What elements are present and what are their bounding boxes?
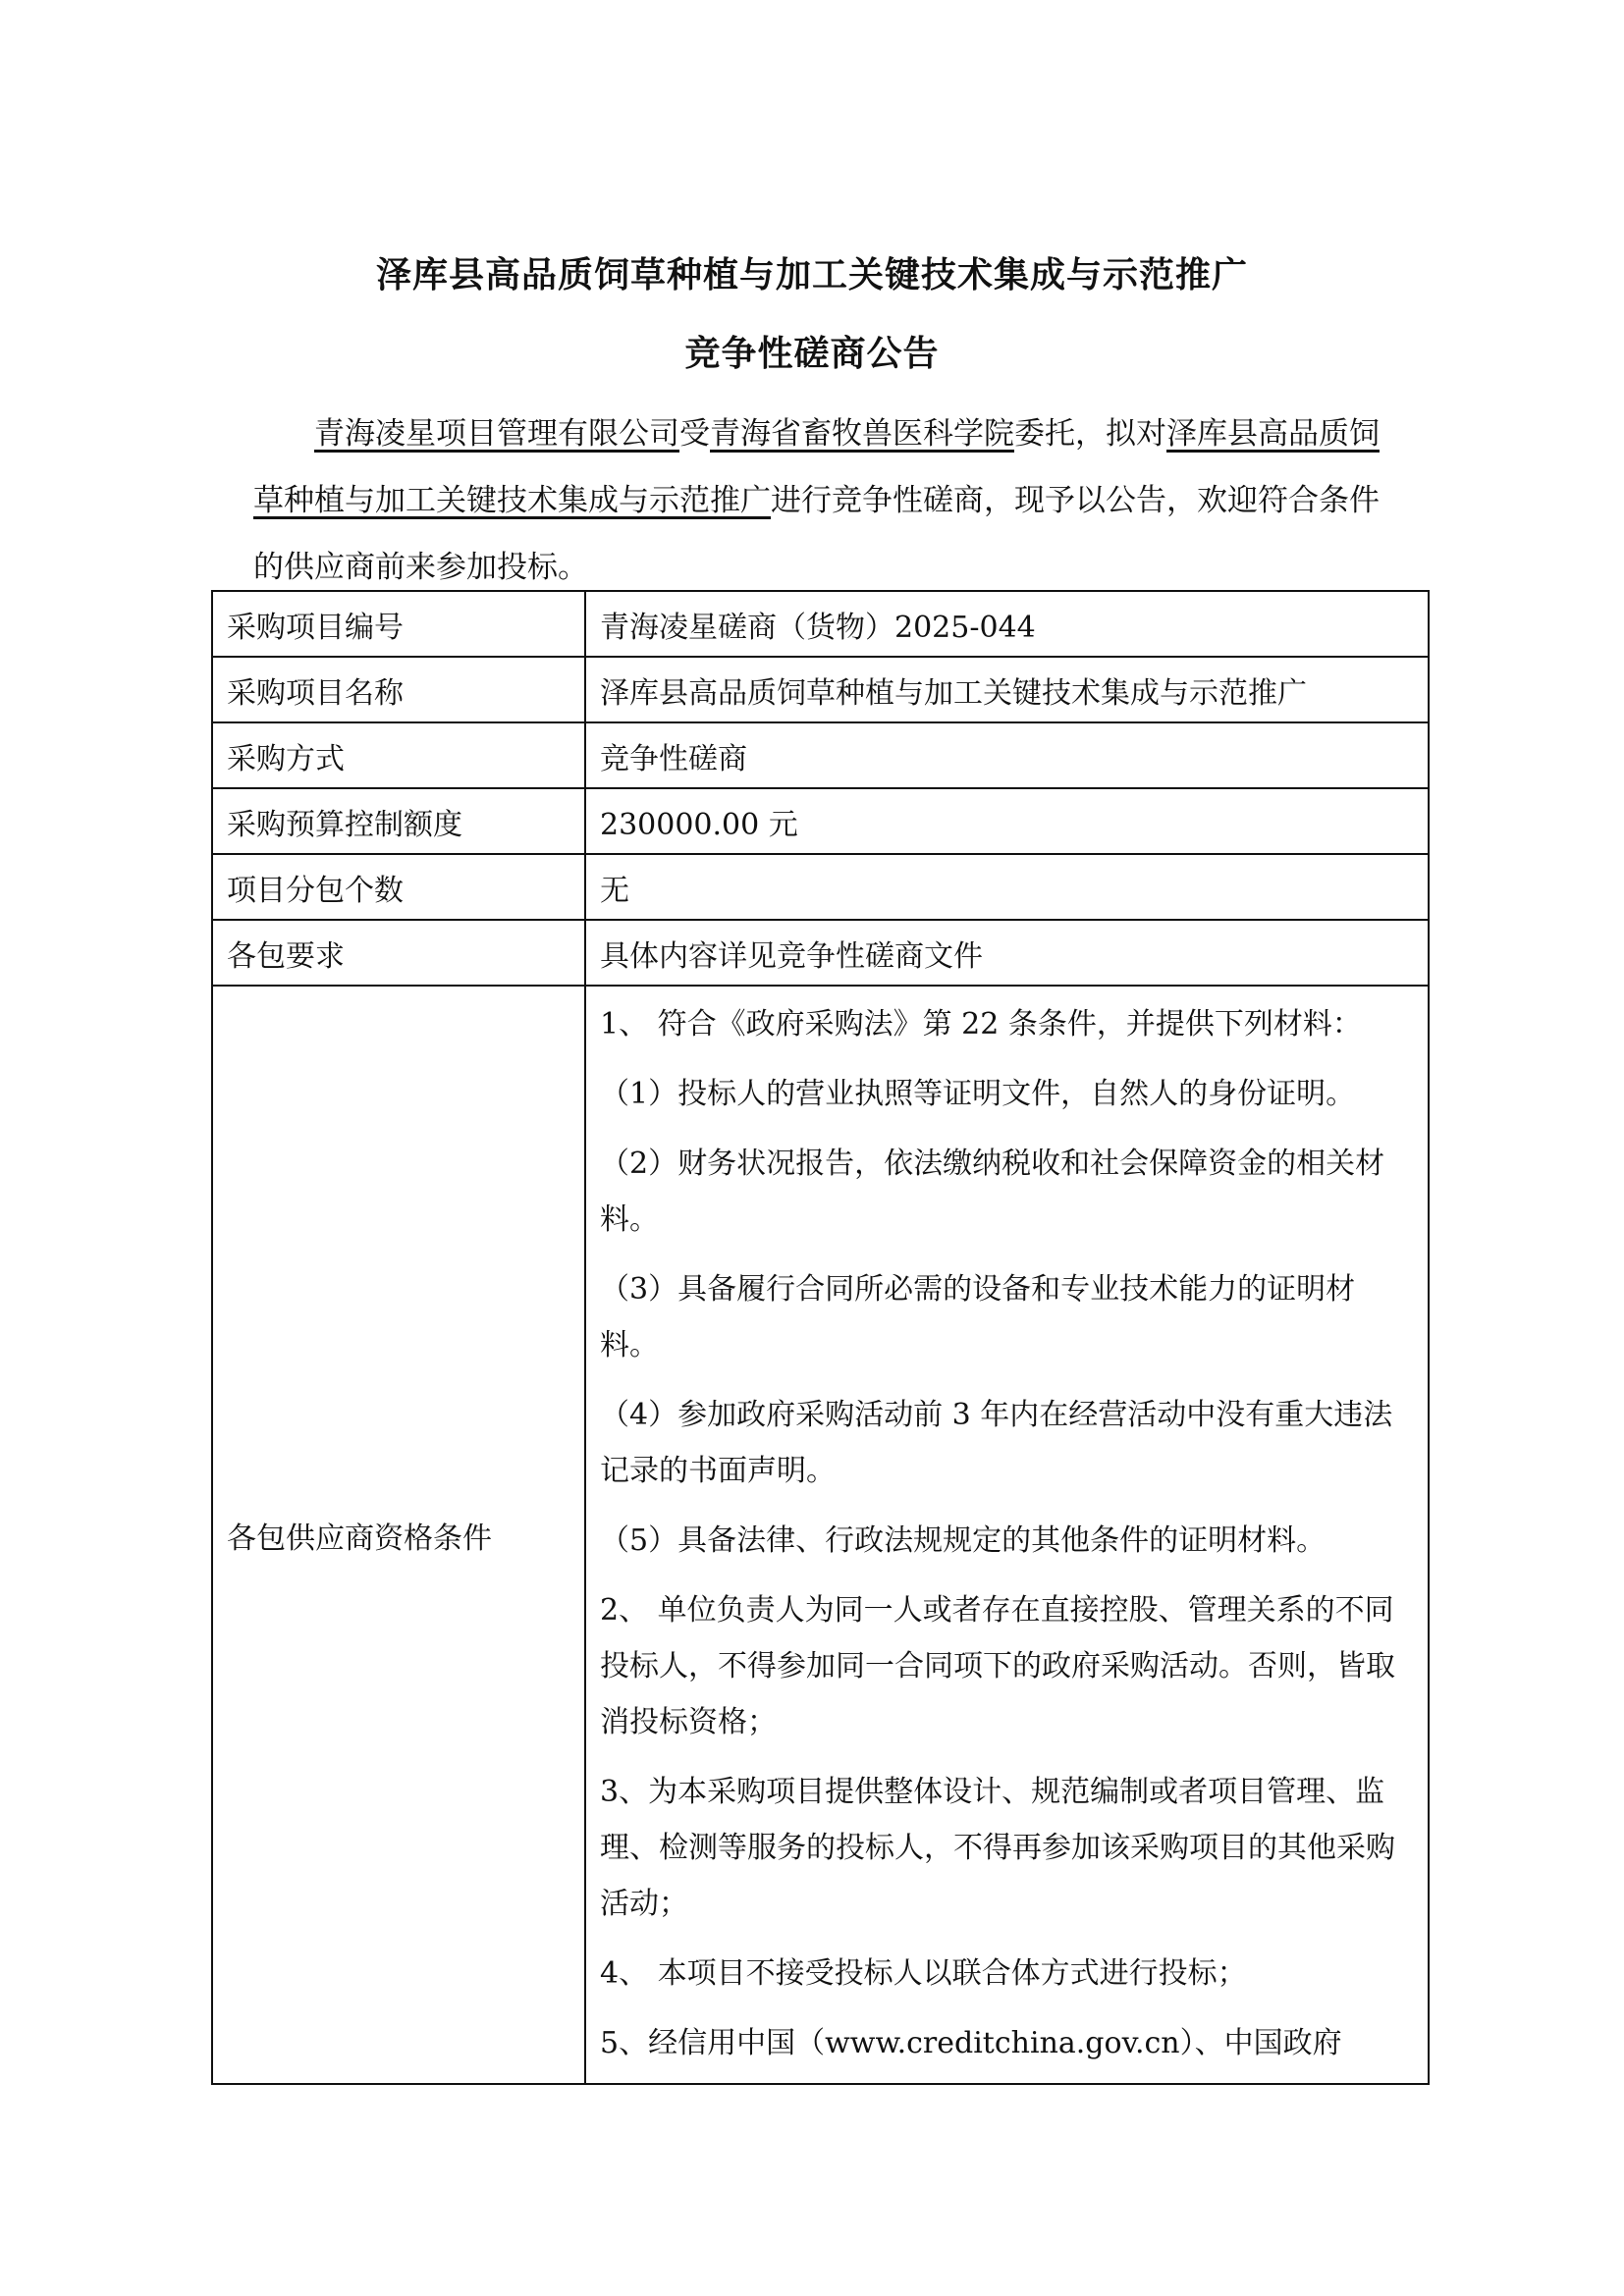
row-label: 采购项目名称 bbox=[212, 657, 585, 722]
row-value: 无 bbox=[585, 854, 1429, 920]
qualification-item: 3、为本采购项目提供整体设计、规范编制或者项目管理、监理、检测等服务的投标人，不得再参加该采购项目的其他采购活动； bbox=[600, 1775, 1395, 1921]
table-row bbox=[212, 920, 1429, 986]
row-label: 采购方式 bbox=[212, 722, 585, 788]
qualification-item: （1）投标人的营业执照等证明文件，自然人的身份证明。 bbox=[600, 1077, 1356, 1111]
table-row bbox=[212, 722, 1429, 788]
qualification-item: （5）具备法律、行政法规规定的其他条件的证明材料。 bbox=[600, 1523, 1326, 1558]
intro-text-1: 受 bbox=[679, 416, 710, 452]
client-name: 青海省畜牧兽医科学院 bbox=[710, 416, 1014, 452]
document-subtitle: 竞争性磋商公告 bbox=[684, 334, 940, 374]
row-value: 具体内容详见竞争性磋商文件 bbox=[585, 920, 1429, 986]
qualification-item: 5、经信用中国（www.creditchina.gov.cn）、中国政府 bbox=[600, 2026, 1342, 2060]
qualification-row bbox=[212, 986, 1429, 2084]
project-name: 泽库县高品质饲草种植与加工关键技术集成与示范推广 bbox=[253, 416, 1380, 518]
row-label: 采购预算控制额度 bbox=[212, 788, 585, 854]
qualification-item: （2）财务状况报告，依法缴纳税收和社会保障资金的相关材料。 bbox=[600, 1147, 1385, 1237]
row-label: 采购项目编号 bbox=[212, 591, 585, 657]
row-value: 泽库县高品质饲草种植与加工关键技术集成与示范推广 bbox=[585, 657, 1429, 722]
agent-name: 青海凌星项目管理有限公司 bbox=[314, 416, 679, 452]
qualification-item: （4）参加政府采购活动前 3 年内在经营活动中没有重大违法记录的书面声明。 bbox=[600, 1398, 1393, 1488]
qualification-item: 4、 本项目不接受投标人以联合体方式进行投标； bbox=[600, 1956, 1247, 1991]
table-row bbox=[212, 591, 1429, 657]
intro-paragraph bbox=[253, 400, 1392, 601]
qualification-item: （3）具备履行合同所必需的设备和专业技术能力的证明材料。 bbox=[600, 1272, 1356, 1362]
qualification-item: 2、 单位负责人为同一人或者存在直接控股、管理关系的不同投标人，不得参加同一合同项下的政府采购活动。否则，皆取消投标资格； bbox=[600, 1593, 1395, 1739]
table-row bbox=[212, 788, 1429, 854]
row-label: 各包要求 bbox=[212, 920, 585, 986]
procurement-info-table bbox=[211, 590, 1430, 2085]
qualification-item: 1、 符合《政府采购法》第 22 条条件，并提供下列材料： bbox=[600, 1007, 1362, 1041]
document-title: 泽库县高品质饲草种植与加工关键技术集成与示范推广 bbox=[375, 255, 1248, 295]
row-value: 青海凌星磋商（货物）2025-044 bbox=[585, 591, 1429, 657]
qualification-label: 各包供应商资格条件 bbox=[212, 986, 585, 2084]
intro-text-2: 委托，拟对 bbox=[1014, 416, 1166, 452]
row-label: 项目分包个数 bbox=[212, 854, 585, 920]
row-value: 230000.00 元 bbox=[585, 788, 1429, 854]
intro-text-3: 进行竞争性磋商，现予以公告，欢迎符合条件的供应商前来参加投标。 bbox=[253, 483, 1380, 585]
row-value: 竞争性磋商 bbox=[585, 722, 1429, 788]
table-row bbox=[212, 657, 1429, 722]
qualification-content bbox=[585, 986, 1429, 2084]
table-row bbox=[212, 854, 1429, 920]
